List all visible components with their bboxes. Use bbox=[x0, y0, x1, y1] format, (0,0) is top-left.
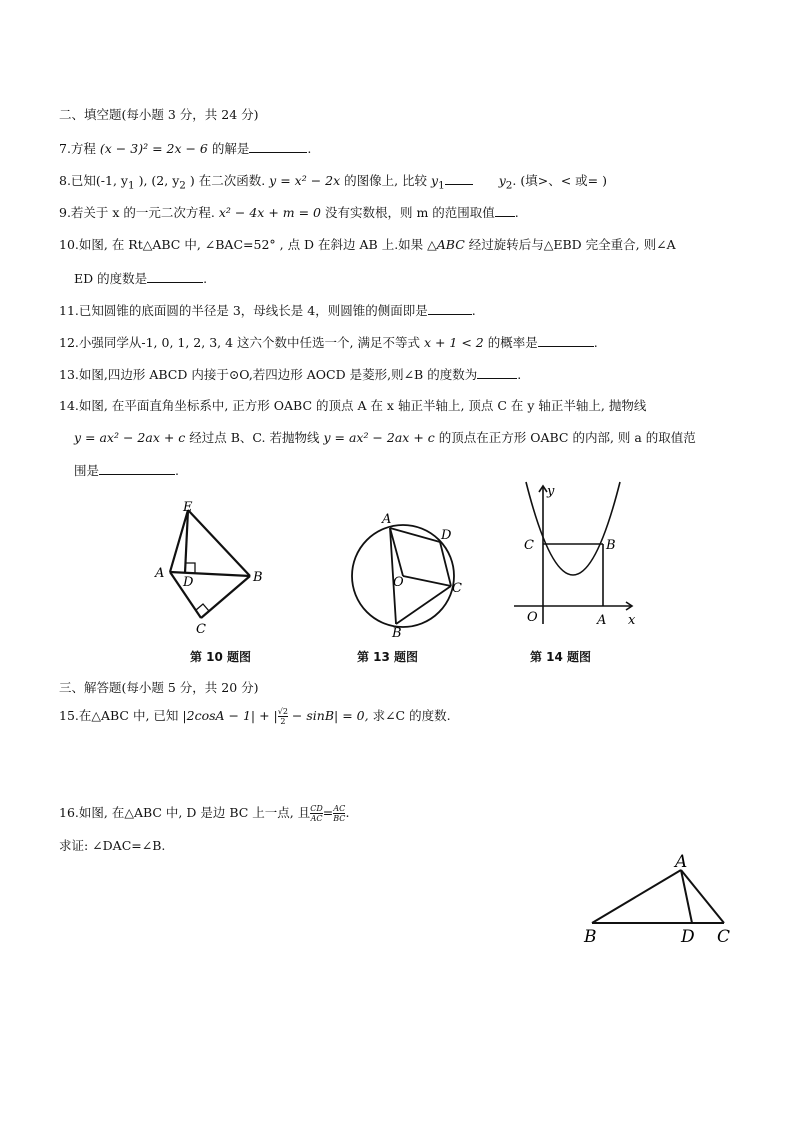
edge-ba bbox=[592, 870, 681, 923]
question-10-line1: 10.如图, 在 Rt△ABC 中, ∠BAC=52° , 点 D 在斜边 AB 上.如果 △ABC 经过旋转后与△EBD 完全重合, 则∠A bbox=[59, 237, 676, 252]
answer-blank-14[interactable] bbox=[99, 462, 175, 475]
label-e: E bbox=[183, 500, 193, 515]
question-16: 16.如图, 在△ABC 中, D 是边 BC 上一点, 且 $\frac{CD}{AC}$ = $\frac{AC}{BC}$ . bbox=[59, 804, 350, 823]
label-a: A bbox=[597, 613, 607, 628]
fraction-sqrt2-over-2: $\frac{√2}{2}$ bbox=[277, 707, 288, 726]
figure-16-diagram bbox=[580, 852, 750, 952]
label-o: O bbox=[393, 575, 404, 590]
question-11: 11.已知圆锥的底面圆的半径是 3，母线长是 4，则圆锥的侧面即是 . bbox=[59, 303, 476, 318]
section3-heading: 三、解答题(每小题 5 分，共 20 分) bbox=[59, 680, 259, 695]
label-a: A bbox=[155, 566, 165, 581]
question-14-line3: 围是 . bbox=[74, 463, 179, 478]
label-o: O bbox=[527, 610, 538, 625]
question-7: 7.方程 (x − 3)² = 2x − 6 的解是 . bbox=[59, 141, 312, 156]
label-a: A bbox=[675, 852, 688, 872]
label-y: y bbox=[547, 484, 555, 499]
answer-blank-12[interactable] bbox=[538, 334, 594, 347]
answer-blank-7[interactable] bbox=[249, 140, 307, 153]
parabola bbox=[526, 482, 620, 575]
question-9: 9.若关于 x 的一元二次方程. x² − 4x + m = 0 没有实数根，则 m 的范围取值 . bbox=[59, 205, 519, 220]
label-b: B bbox=[253, 570, 263, 585]
edge-ab bbox=[170, 572, 250, 576]
figure-10-caption: 第 10 题图 bbox=[190, 650, 252, 664]
label-d: D bbox=[681, 927, 695, 947]
figure-13-diagram bbox=[348, 510, 468, 640]
label-d: D bbox=[183, 575, 194, 590]
question-8: 8.已知(-1, $y_1$ ), (2, $y_2$ ) 在二次函数. y = x² − 2x 的图像上, 比较 $y_1$ $y_2$. (填>、< 或= ) bbox=[59, 173, 607, 192]
edge-cb bbox=[396, 586, 451, 624]
label-c: C bbox=[524, 538, 534, 553]
answer-blank-10[interactable] bbox=[147, 270, 203, 283]
question-12: 12.小强同学从-1, 0, 1, 2, 3, 4 这六个数中任选一个, 满足不等式 x + 1 < 2 的概率是 . bbox=[59, 335, 598, 350]
edge-bc bbox=[201, 576, 250, 618]
label-b: B bbox=[392, 626, 402, 641]
fraction-ac-over-bc: $\frac{AC}{BC}$ bbox=[333, 804, 346, 823]
answer-blank-8[interactable] bbox=[445, 172, 473, 185]
question-10-line2: ED 的度数是 . bbox=[74, 271, 208, 286]
label-c: C bbox=[452, 581, 462, 596]
answer-blank-9[interactable] bbox=[495, 204, 515, 217]
fraction-cd-over-ac: $\frac{CD}{AC}$ bbox=[310, 804, 323, 823]
label-b: B bbox=[584, 927, 597, 947]
label-a: A bbox=[382, 512, 392, 527]
edge-eb bbox=[188, 510, 250, 576]
question-15: 15.在△ABC 中, 已知 |2cosA − 1| + | $\frac{√2}{2}$ − sinB| = 0, 求∠C 的度数. bbox=[59, 707, 451, 726]
question-14-line2: y = ax² − 2ax + c 经过点 B、C. 若抛物线 y = ax² − 2ax + c 的顶点在正方形 OABC 的内部, 则 a 的取值范 bbox=[74, 430, 696, 445]
question-13: 13.如图,四边形 ABCD 内接于⊙O,若四边形 AOCD 是菱形,则∠B 的度数为 . bbox=[59, 367, 522, 382]
figure-10-diagram bbox=[150, 500, 270, 640]
question-14-line1: 14.如图, 在平面直角坐标系中, 正方形 OABC 的顶点 A 在 x 轴正半轴上, 顶点 C 在 y 轴正半轴上, 抛物线 bbox=[59, 398, 647, 413]
figure-14-diagram bbox=[510, 482, 645, 627]
right-angle-c bbox=[196, 604, 209, 611]
figure-13-caption: 第 13 题图 bbox=[357, 650, 419, 664]
label-c: C bbox=[717, 927, 731, 947]
section2-heading: 二、填空题(每小题 3 分，共 24 分) bbox=[59, 107, 259, 122]
question-16-prove: 求证: ∠DAC=∠B. bbox=[59, 838, 166, 853]
label-c: C bbox=[196, 622, 206, 637]
label-b: B bbox=[606, 538, 616, 553]
label-d: D bbox=[441, 528, 452, 543]
figure-14-caption: 第 14 题图 bbox=[530, 650, 592, 664]
answer-blank-13[interactable] bbox=[477, 366, 517, 379]
answer-blank-11[interactable] bbox=[428, 302, 472, 315]
label-x: x bbox=[628, 613, 636, 628]
edge-oc bbox=[403, 576, 451, 586]
